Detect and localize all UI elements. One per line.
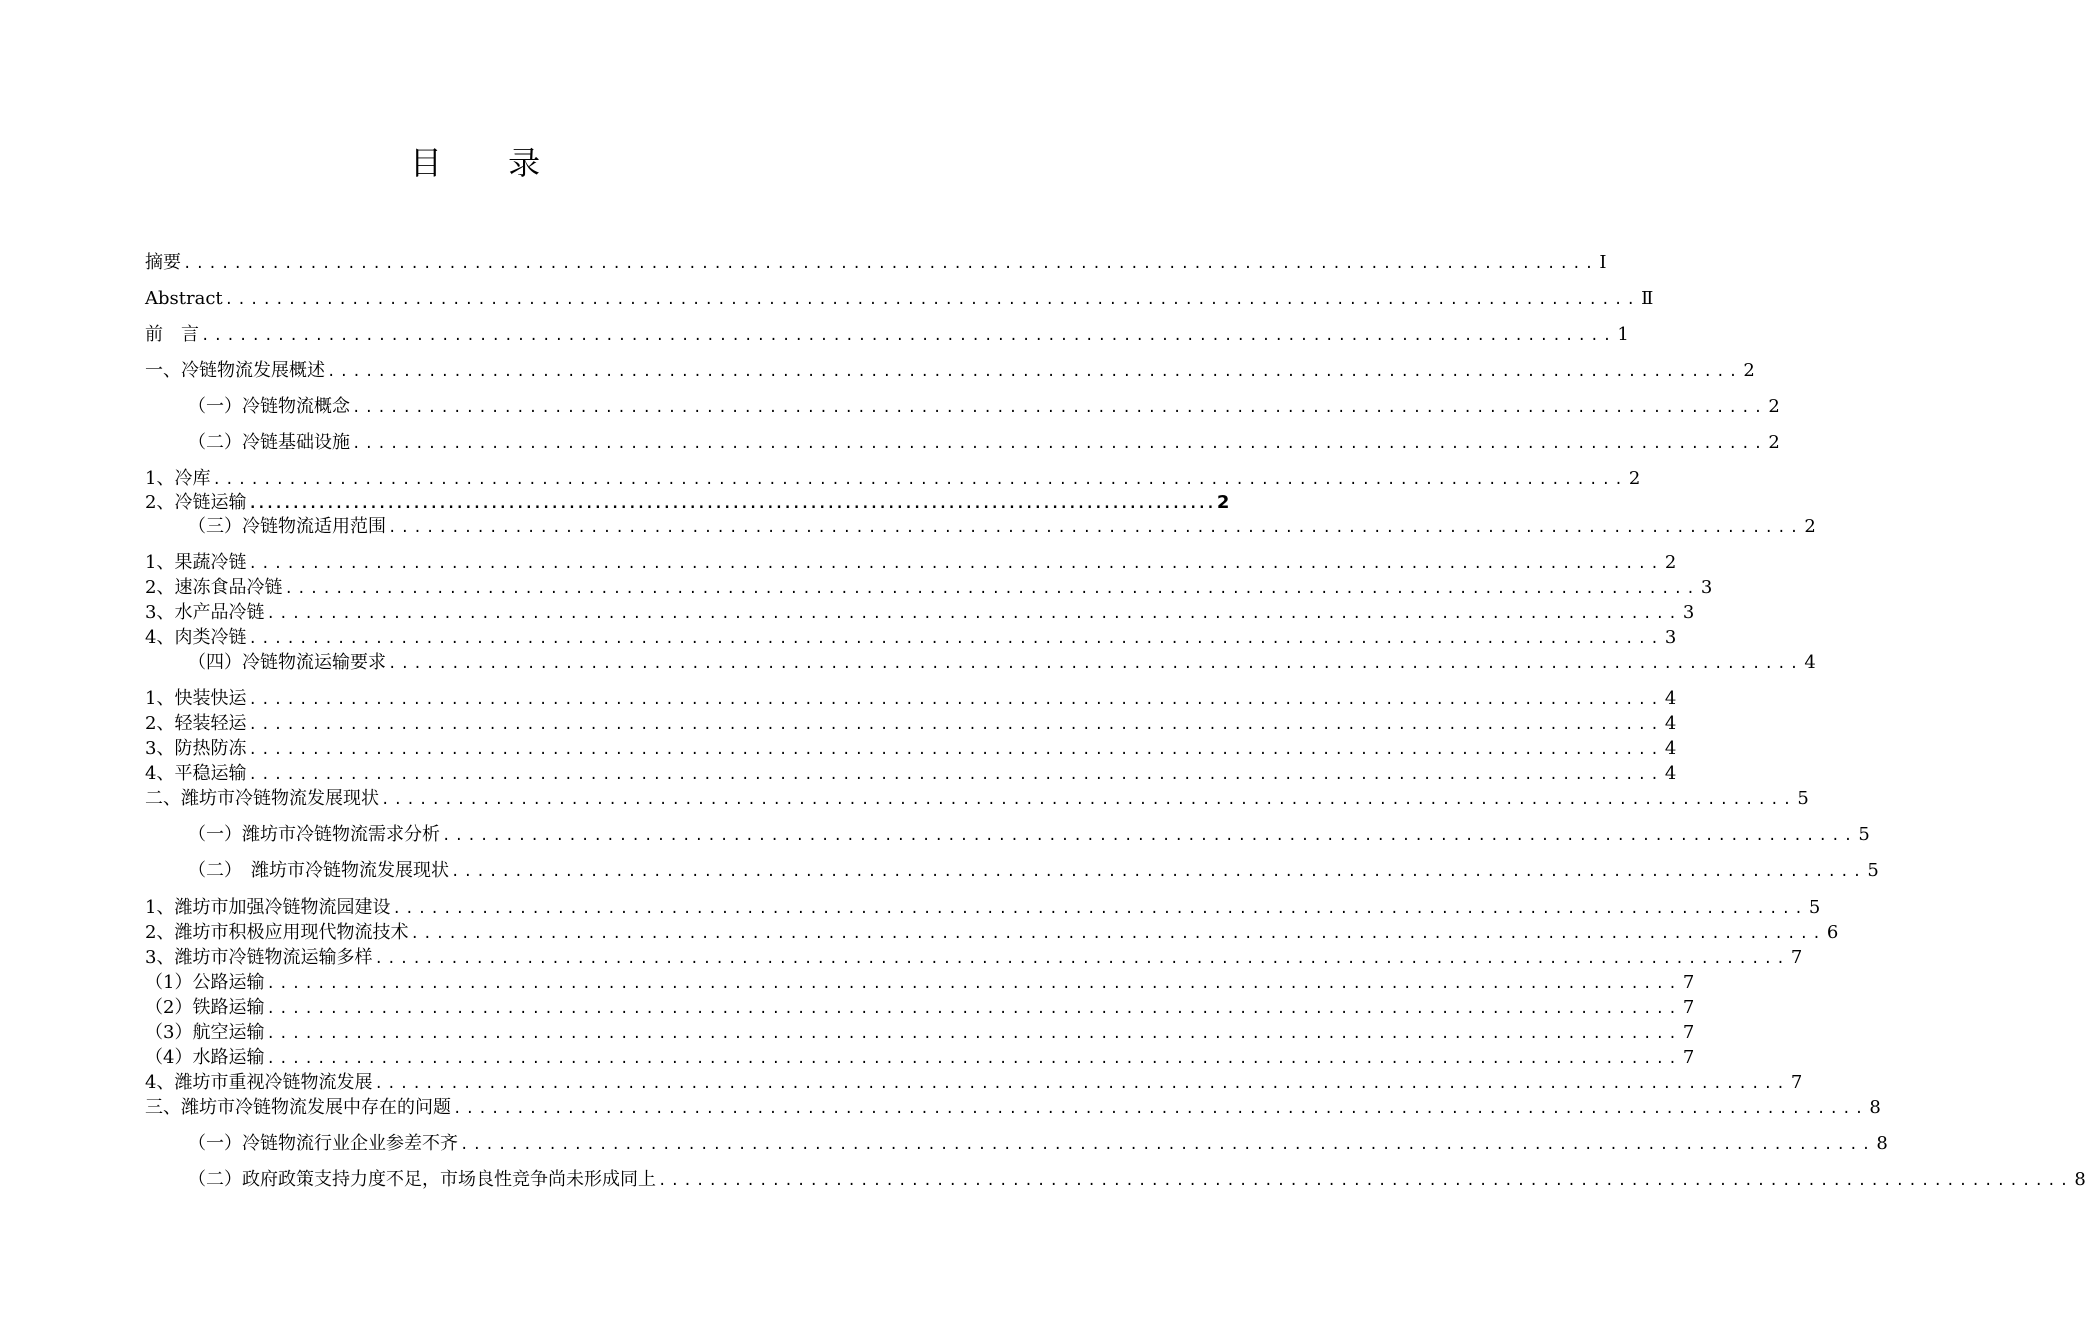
toc-entry-label: 1、潍坊市加强冷链物流园建设	[145, 897, 391, 918]
toc-entry-page: 2	[1804, 516, 1816, 537]
dot-leader: ................................................................................................................	[327, 364, 1742, 380]
dot-leader: ................................................................................................................	[248, 742, 1663, 758]
toc-entry-page: 8	[1876, 1133, 1888, 1154]
dot-leader: ................................................................................................................	[410, 926, 1825, 942]
toc-entry-3-1[interactable]	[145, 1131, 1888, 1155]
toc-entry-page: 2	[1743, 360, 1755, 381]
toc-entry-label: 三、潍坊市冷链物流发展中存在的问题	[145, 1097, 451, 1118]
toc-entry-1-3-2[interactable]	[145, 575, 1713, 599]
toc-entry-page: 4	[1664, 763, 1677, 784]
toc-entry-label: （二）冷链基础设施	[188, 432, 350, 453]
dot-leader: ................................................................................................................	[248, 556, 1663, 572]
dot-leader: ................................................................................................................	[374, 1076, 1789, 1092]
toc-entry-label: 1、冷库	[145, 468, 211, 489]
dot-leader: ................................................................................................................	[352, 436, 1767, 452]
toc-entry-page: 2	[1768, 396, 1780, 417]
dot-leader: ................................................................................................................	[201, 328, 1616, 344]
toc-entry-3-2[interactable]	[145, 1167, 2086, 1191]
dot-leader: ................................................................................................................	[266, 606, 1681, 622]
toc-entry-label: （二）政府政策支持力度不足，市场良性竞争尚未形成同上	[188, 1169, 656, 1190]
dot-leader: ................................................................................................................	[183, 256, 1598, 272]
toc-entry-label: 2、冷链运输	[145, 492, 247, 513]
toc-entry-label: 摘要	[145, 252, 181, 273]
toc-entry-1-3-4[interactable]	[145, 625, 1677, 649]
toc-entry-page: I	[1599, 252, 1607, 273]
toc-entry-page: 2	[1628, 468, 1641, 489]
dot-leader: ................................................................................................................	[248, 717, 1663, 733]
dot-leader: ................................................................................................................	[212, 472, 1627, 488]
toc-entry-label: 4、潍坊市重视冷链物流发展	[145, 1072, 373, 1093]
toc-entry-page: 5	[1858, 824, 1870, 845]
dot-leader: ................................................................................................................	[374, 951, 1789, 967]
toc-entry-label: 3、防热防冻	[145, 738, 247, 759]
toc-entry-2-2-3-1[interactable]	[145, 970, 1695, 994]
dot-leader: ................................................................................................................	[388, 520, 1803, 536]
toc-entry-label: 3、水产品冷链	[145, 602, 265, 623]
toc-entry-1-3[interactable]	[145, 514, 1816, 538]
toc-entry-page: 4	[1664, 688, 1677, 709]
toc-entry-preface[interactable]	[145, 322, 1629, 346]
toc-entry-label: （一）潍坊市冷链物流需求分析	[188, 824, 440, 845]
dot-leader: ................................................................................................................	[392, 901, 1807, 917]
toc-entry-page: 7	[1682, 1047, 1695, 1068]
toc-entry-page: 7	[1682, 997, 1695, 1018]
toc-entry-page: Ⅱ	[1641, 288, 1654, 309]
dot-leader: ................................................................................................................	[224, 292, 1640, 308]
toc-title: 目 录	[409, 144, 569, 182]
toc-entry-page: 4	[1664, 713, 1677, 734]
dot-leader: ................................................................................................................	[451, 864, 1866, 880]
toc-entry-2-2-2[interactable]	[145, 920, 1839, 944]
toc-entry-page: 3	[1700, 577, 1713, 598]
dot-leader: ................................................................................................................	[248, 692, 1663, 708]
dot-leader: ................................................................................................................	[381, 792, 1796, 808]
toc-entry-chapter-1[interactable]	[145, 358, 1755, 382]
toc-entry-label: （二） 潍坊市冷链物流发展现状	[188, 860, 449, 881]
toc-entry-page: 8	[2074, 1169, 2086, 1190]
toc-entry-page: 2	[1768, 432, 1780, 453]
toc-entry-1-4[interactable]	[145, 650, 1816, 674]
toc-entry-label: （3）航空运输	[145, 1022, 265, 1043]
dot-leader: ................................................................................................................	[248, 631, 1663, 647]
toc-entry-2-2[interactable]	[145, 858, 1879, 882]
toc-entry-page: 8	[1869, 1097, 1881, 1118]
toc-entry-label: 2、轻装轻运	[145, 713, 247, 734]
toc-entry-1-2-1[interactable]	[145, 466, 1641, 490]
toc-entry-page: 3	[1664, 627, 1677, 648]
toc-entry-1-2-2[interactable]	[145, 490, 1230, 514]
toc-entry-1-2[interactable]	[145, 430, 1780, 454]
toc-entry-label: （一）冷链物流行业企业参差不齐	[188, 1133, 458, 1154]
toc-entry-2-2-1[interactable]	[145, 895, 1821, 919]
toc-entry-1-1[interactable]	[145, 394, 1780, 418]
toc-entry-label: （4）水路运输	[145, 1047, 265, 1068]
dot-leader: ................................................................................................................	[266, 1026, 1681, 1042]
toc-entry-page: 7	[1790, 1072, 1803, 1093]
dot-leader: ................................................................................................................	[442, 828, 1857, 844]
toc-entry-2-1[interactable]	[145, 822, 1870, 846]
toc-entry-label: Abstract	[145, 288, 223, 309]
dot-leader: ................................................................................................................	[352, 400, 1767, 416]
toc-entry-label: 4、平稳运输	[145, 763, 247, 784]
toc-entry-page: 5	[1797, 788, 1809, 809]
toc-entry-page: 5	[1808, 897, 1821, 918]
toc-entry-page: 2	[1664, 552, 1677, 573]
dot-leader: ................................................................................................................	[453, 1101, 1868, 1117]
toc-entry-page: 3	[1682, 602, 1695, 623]
toc-entry-chapter-2[interactable]	[145, 786, 1809, 810]
toc-entry-label: 4、肉类冷链	[145, 627, 247, 648]
toc-entry-label: （1）公路运输	[145, 972, 265, 993]
toc-entry-page: 7	[1682, 1022, 1695, 1043]
dot-leader: ................................................................................................................	[658, 1173, 2073, 1189]
toc-entry-page: 2	[1216, 492, 1230, 513]
dot-leader: ................................................................................................................	[248, 767, 1663, 783]
toc-entry-label: 前 言	[145, 324, 199, 345]
toc-entry-page: 4	[1664, 738, 1677, 759]
toc-entry-2-2-4[interactable]	[145, 1070, 1803, 1094]
toc-entry-2-2-3-2[interactable]	[145, 995, 1695, 1019]
toc-entry-label: （2）铁路运输	[145, 997, 265, 1018]
toc-entry-1-4-3[interactable]	[145, 736, 1677, 760]
toc-entry-page: 6	[1826, 922, 1839, 943]
toc-entry-page: 4	[1804, 652, 1816, 673]
toc-entry-page: 5	[1867, 860, 1879, 881]
toc-entry-1-4-1[interactable]	[145, 686, 1677, 710]
toc-entry-chapter-3[interactable]	[145, 1095, 1881, 1119]
toc-entry-1-3-3[interactable]	[145, 600, 1695, 624]
toc-entry-label: 一、冷链物流发展概述	[145, 360, 325, 381]
toc-entry-label: 1、快装快运	[145, 688, 247, 709]
dot-leader: ................................................................................................................	[266, 1001, 1681, 1017]
toc-entry-abstract-en[interactable]	[145, 286, 1654, 310]
toc-entry-page: 7	[1790, 947, 1803, 968]
toc-entry-label: 1、果蔬冷链	[145, 552, 247, 573]
toc-entry-label: 二、潍坊市冷链物流发展现状	[145, 788, 379, 809]
toc-entry-2-2-3-3[interactable]	[145, 1020, 1695, 1044]
dot-leader: ................................................................................................................	[248, 496, 1215, 512]
dot-leader: ................................................................................................................	[460, 1137, 1875, 1153]
toc-entry-page: 7	[1682, 972, 1695, 993]
toc-entry-1-3-1[interactable]	[145, 550, 1677, 574]
dot-leader: ................................................................................................................	[284, 581, 1699, 597]
toc-entry-label: 2、潍坊市积极应用现代物流技术	[145, 922, 409, 943]
toc-entry-label: （四）冷链物流运输要求	[188, 652, 386, 673]
toc-entry-label: （三）冷链物流适用范围	[188, 516, 386, 537]
toc-entry-label: （一）冷链物流概念	[188, 396, 350, 417]
toc-entry-1-4-4[interactable]	[145, 761, 1677, 785]
toc-entry-page: 1	[1617, 324, 1629, 345]
toc-entry-1-4-2[interactable]	[145, 711, 1677, 735]
toc-entry-2-2-3-4[interactable]	[145, 1045, 1695, 1069]
dot-leader: ................................................................................................................	[388, 656, 1803, 672]
toc-entry-label: 3、潍坊市冷链物流运输多样	[145, 947, 373, 968]
toc-entry-abstract-cn[interactable]	[145, 250, 1607, 274]
toc-entry-2-2-3[interactable]	[145, 945, 1803, 969]
dot-leader: ................................................................................................................	[266, 1051, 1681, 1067]
dot-leader: ................................................................................................................	[266, 976, 1681, 992]
toc-entry-label: 2、速冻食品冷链	[145, 577, 283, 598]
